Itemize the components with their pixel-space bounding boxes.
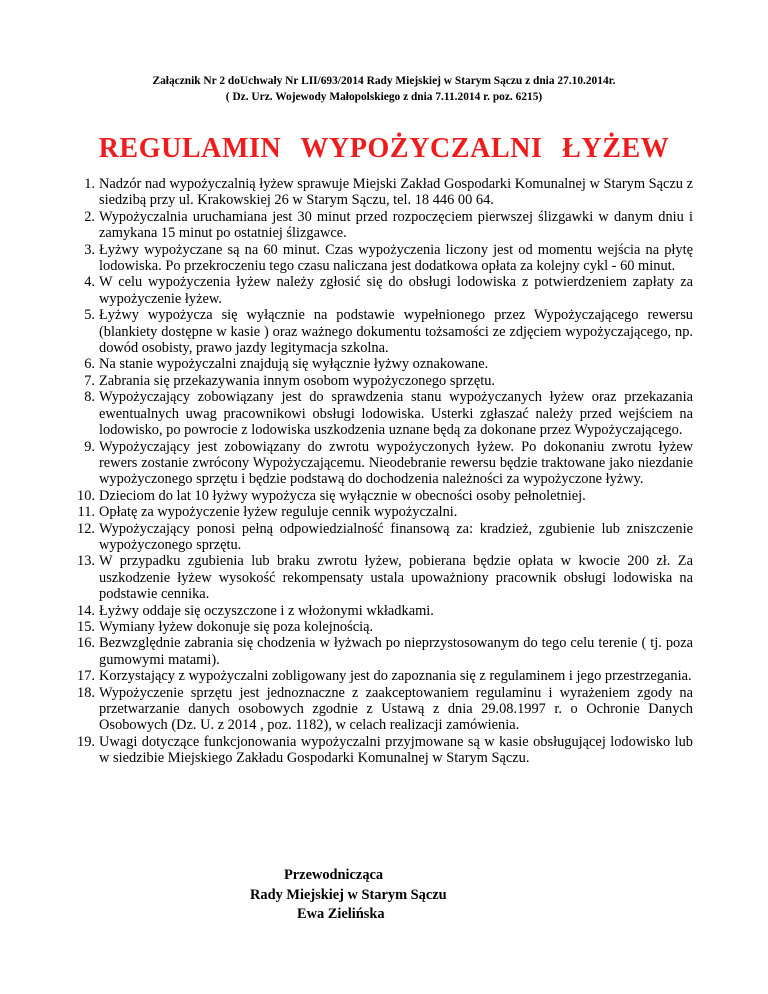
rule-number: 11. (77, 504, 95, 521)
rule-text: Uwagi dotyczące funkcjonowania wypożyczalni przyjmowane są w kasie obsługującej lodowisko lub w siedzibie Miejskiego Zakładu Gospodarki Komunalnej w Starym Sączu. (99, 733, 693, 767)
rule-item (84, 307, 693, 357)
rule-number: 3. (84, 241, 95, 258)
rule-item (77, 668, 693, 685)
page-title: REGULAMIN WYPOŻYCZALNI ŁYŻEW (98, 133, 670, 164)
rule-text: Wypożyczający ponosi pełną odpowiedzialność finansową za: kradzież, zgubienie lub zniszczenie wypożyczonego sprzętu. (99, 520, 693, 553)
rule-text: Bezwzględnie zabrania się chodzenia w łyżwach po nieprzystosowanym do tego celu terenie ( tj. poza gumowymi matami). (99, 635, 693, 668)
rule-text: Na stanie wypożyczalni znajdują się wyłącznie łyżwy oznakowane. (99, 356, 489, 373)
rule-item (77, 733, 693, 767)
signature-name: Ewa Zielińska (297, 906, 385, 922)
rule-text: Wypożyczenie sprzętu jest jednoznaczne z zaakceptowaniem regulaminu i wyrażeniem zgody na przetwarzanie danych osobowych zgodnie z Ustawą z dnia 29.08.1997 r. o Ochronie Danych Osobowych (Dz. U. z 2014 , poz. 1182), w celach realizacji zamówienia. (99, 684, 693, 734)
rule-text: Wypożyczający zobowiązany jest do sprawdzenia stanu wypożyczanych łyżew oraz przekazania ewentualnych uwag pracownikowi obsługi lodowiska. Usterki zgłaszać należy przed wejściem na lodowisko, po powrocie z lodowiska uszkodzenia uznane będą za dokonane przez Wypożyczającego. (99, 389, 693, 439)
rule-item (84, 356, 693, 373)
rule-item (84, 389, 693, 439)
rule-item (84, 241, 693, 275)
header-line-1: Załącznik Nr 2 doUchwały Nr LII/693/2014 Rady Miejskiej w Starym Sączu z dnia 27.10.2014r. (152, 75, 616, 87)
rule-item (84, 176, 693, 209)
rule-number: 10. (77, 487, 95, 504)
rule-number: 5. (84, 307, 95, 324)
rule-number: 13. (77, 553, 95, 570)
rule-text: Łyżwy wypożyczane są na 60 minut. Czas wypożyczenia liczony jest od momentu wejścia na płytę lodowiska. Po przekroczeniu tego czasu naliczana jest dodatkowa opłata za kolejny cykl - 60 minut. (99, 241, 693, 275)
signature-role: Przewodnicząca (284, 867, 384, 883)
rule-item (77, 618, 693, 635)
rule-number: 4. (84, 274, 95, 291)
rule-text: Łyżwy wypożycza się wyłącznie na podstawie wypełnionego przez Wypożyczającego rewersu (blankiety dostępne w kasie ) oraz ważnego dokumentu tożsamości ze zdjęciem wypożyczającego, np. dowód osobisty, prawo jazdy legitymacja szkolna. (99, 307, 693, 357)
rule-number: 8. (84, 389, 95, 406)
rule-text: Opłatę za wypożyczenie łyżew reguluje cennik wypożyczalni. (99, 504, 458, 521)
rule-item (84, 208, 693, 242)
rule-text: Korzystający z wypożyczalni zobligowany jest do zapoznania się z regulaminem i jego przestrzegania. (99, 668, 692, 685)
rule-number: 6. (84, 356, 95, 373)
rule-item (84, 438, 693, 488)
rule-number: 12. (77, 520, 95, 537)
rule-number: 19. (77, 733, 95, 750)
rule-item (84, 274, 693, 307)
signature-block (0, 866, 768, 925)
rule-item (77, 635, 693, 668)
rule-number: 16. (77, 635, 95, 652)
rule-number: 7. (84, 372, 95, 389)
rule-number: 1. (84, 176, 95, 192)
rule-text: Łyżwy oddaje się oczyszczone i z włożonymi wkładkami. (99, 602, 434, 619)
rule-text: Zabrania się przekazywania innym osobom wypożyczonego sprzętu. (99, 372, 496, 389)
rule-text: W celu wypożyczenia łyżew należy zgłosić się do obsługi lodowiska z potwierdzeniem zapłaty za wypożyczenie łyżew. (99, 274, 693, 307)
rule-number: 17. (77, 668, 95, 685)
rule-text: Wymiany łyżew dokonuje się poza kolejnością. (99, 618, 374, 635)
rule-item (77, 487, 693, 504)
rules-list (77, 176, 693, 767)
rule-number: 15. (77, 618, 95, 635)
rule-item (77, 553, 693, 603)
rule-item (77, 684, 693, 734)
rule-number: 14. (77, 602, 95, 619)
rule-text: Wypożyczalnia uruchamiana jest 30 minut przed rozpoczęciem pierwszej ślizgawki w danym dniu i zamykana 15 minut po ostatniej ślizgawce. (99, 208, 693, 242)
rule-text: Dzieciom do lat 10 łyżwy wypożycza się wyłącznie w obecności osoby pełnoletniej. (99, 487, 586, 504)
rule-item (84, 372, 693, 389)
rule-number: 2. (84, 208, 95, 225)
rule-item (77, 520, 693, 554)
rule-number: 9. (84, 438, 95, 455)
rule-number: 18. (77, 684, 95, 701)
rule-item (77, 504, 693, 521)
rule-text: W przypadku zgubienia lub braku zwrotu łyżew, pobierana będzie opłata w kwocie 200 zł. Za uszkodzenie łyżew wysokość rekompensaty ustala upoważniony pracownik obsługi lodowiska na podstawie cennika. (99, 553, 693, 603)
header-line-2: ( Dz. Urz. Wojewody Małopolskiego z dnia 7.11.2014 r. poz. 6215) (225, 91, 543, 103)
rule-item (77, 602, 693, 619)
rule-text: Wypożyczający jest zobowiązany do zwrotu wypożyczonych łyżew. Po dokonaniu zwrotu łyżew rewers zostanie zwrócony Wypożyczającemu. Nieodebranie rewersu będzie traktowane jako niezdanie wypożyczonego sprzętu i będzie podstawą do dochodzenia należności za wypożyczone łyżwy. (99, 438, 693, 488)
signature-body: Rady Miejskiej w Starym Sączu (250, 886, 447, 903)
rule-text: Nadzór nad wypożyczalnią łyżew sprawuje Miejski Zakład Gospodarki Komunalnej w Starym Sączu z siedzibą przy ul. Krakowskiej 26 w Starym Sączu, tel. 18 446 00 64. (99, 176, 693, 209)
document-header (0, 73, 768, 105)
